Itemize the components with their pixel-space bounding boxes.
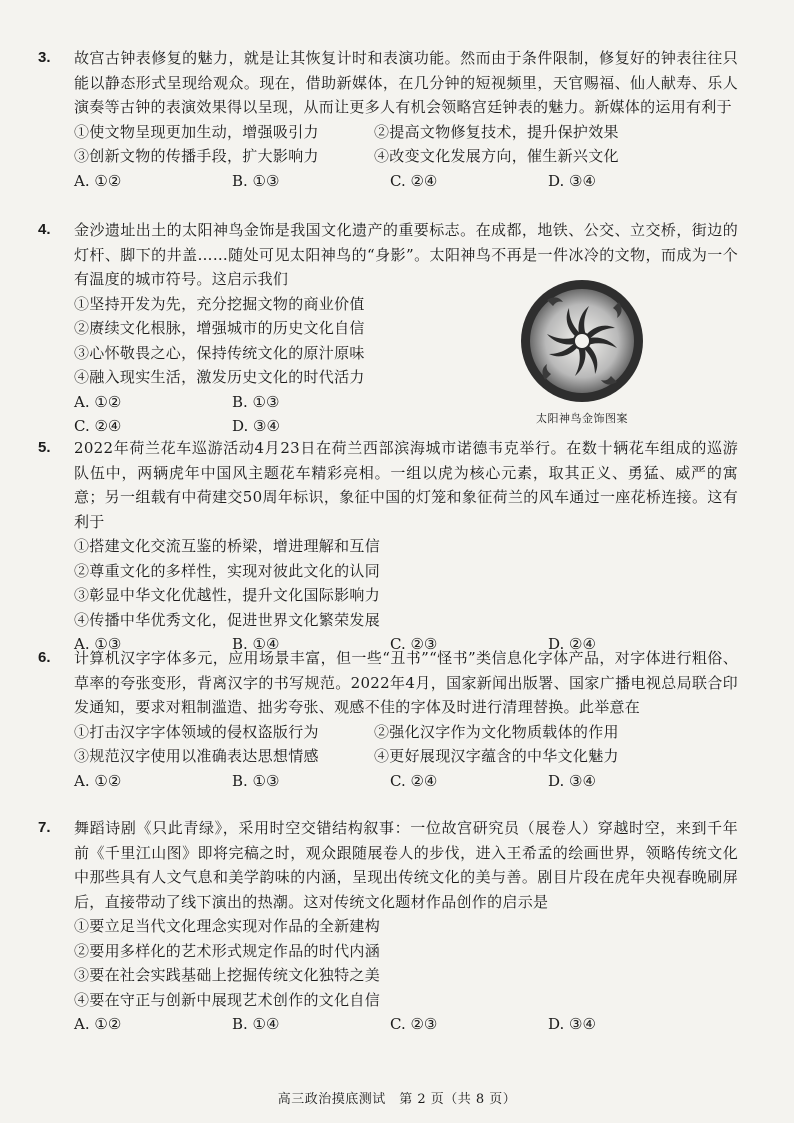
- choice-d: D. ②④: [548, 635, 596, 653]
- option-1: ①坚持开发为先，充分挖掘文物的商业价值: [74, 294, 365, 313]
- option-1: ①打击汉字字体领域的侵权盗版行为: [74, 722, 319, 741]
- question-7: [38, 816, 738, 1037]
- choice-c: C. ②④: [390, 771, 438, 790]
- question-5: [38, 436, 738, 657]
- sun-bird-figure: [502, 278, 662, 426]
- question-stem: 2022年荷兰花车巡游活动4月23日在荷兰西部滨海城市诺德韦克举行。在数十辆花车组成的巡游队伍中，两辆虎年中国风主题花车精彩亮相。一组以虎为核心元素，取其正义、勇猛、威严的寓意；另一组载有中荷建交50周年标识，象征中国的灯笼和象征荷兰的风车通过一座花桥连接。这有利于: [74, 439, 738, 531]
- question-stem: 计算机汉字字体多元，应用场景丰富，但一些“丑书”“怪书”类信息化字体产品，对字体进行粗俗、草率的夸张变形，背离汉字的书写规范。2022年4月，国家新闻出版署、国家广播电视总局联合印发通知，要求对粗制滥造、拙劣夸张、观感不佳的字体及时进行清理替换。此举意在: [74, 649, 738, 716]
- option-1: ①搭建文化交流互鉴的桥梁，增进理解和互信: [74, 537, 381, 555]
- option-2: ②提高文物修复技术，提升保护效果: [374, 122, 619, 141]
- option-row: [74, 120, 738, 145]
- question-number: 5.: [38, 439, 51, 456]
- page-footer: 高三政治摸底测试 第 2 页（共 8 页）: [277, 1092, 517, 1107]
- choice-a: A. ①②: [74, 171, 122, 190]
- choice-d: D. ③④: [548, 171, 596, 190]
- option-3: ③要在社会实践基础上挖掘传统文化独特之美: [74, 966, 381, 984]
- option-row: [74, 720, 738, 745]
- option-3: ③创新文物的传播手段，扩大影响力: [74, 147, 319, 165]
- choice-c: C. ②④: [390, 171, 438, 190]
- option-2: ②赓续文化根脉，增强城市的历史文化自信: [74, 319, 365, 337]
- choice-a: A. ①②: [74, 392, 122, 411]
- choice-b: B. ①③: [232, 171, 280, 190]
- option-1: ①使文物呈现更加生动，增强吸引力: [74, 122, 319, 141]
- option-2: ②强化汉字作为文化物质载体的作用: [374, 722, 619, 741]
- option-4: ④更好展现汉字蕴含的中华文化魅力: [374, 747, 619, 765]
- question-3: [38, 46, 738, 193]
- choice-a: A. ①②: [74, 771, 122, 790]
- figure-caption: 太阳神鸟金饰图案: [536, 412, 628, 425]
- option-4: ④改变文化发展方向，催生新兴文化: [374, 147, 619, 165]
- option-4: ④要在守正与创新中展现艺术创作的文化自信: [74, 990, 381, 1009]
- choice-b: B. ①③: [232, 392, 280, 411]
- question-stem: 故宫古钟表修复的魅力，就是让其恢复计时和表演功能。然而由于条件限制，修复好的钟表往往只能以静态形式呈现给观众。现在，借助新媒体，在几分钟的短视频里，天官赐福、仙人献寿、乐人演奏等古钟的表演效果得以呈现，从而让更多人有机会领略宫廷钟表的魅力。新媒体的运用有利于: [74, 49, 738, 116]
- question-number: 7.: [38, 819, 51, 836]
- answer-choices: [74, 769, 738, 794]
- option-4: ④融入现实生活，激发历史文化的时代活力: [74, 368, 365, 386]
- option-row: [74, 744, 738, 769]
- question-number: 3.: [38, 49, 51, 66]
- question-number: 4.: [38, 221, 51, 238]
- option-row: [74, 144, 738, 169]
- choice-c: C. ②④: [74, 417, 122, 435]
- choice-b: B. ①④: [232, 635, 280, 653]
- question-number: 6.: [38, 649, 51, 666]
- choice-a: A. ①③: [74, 635, 122, 653]
- sun-bird-icon: [519, 278, 645, 404]
- option-3: ③彰显中华文化优越性，提升文化国际影响力: [74, 586, 381, 604]
- question-stem: 金沙遗址出土的太阳神鸟金饰是我国文化遗产的重要标志。在成都，地铁、公交、立交桥，街边的灯杆、脚下的井盖……随处可见太阳神鸟的“身影”。太阳神鸟不再是一件冰冷的文物，而成为一个有温度的城市符号。这启示我们: [74, 221, 738, 288]
- choice-d: D. ③④: [232, 417, 280, 435]
- choice-c: C. ②③: [390, 635, 438, 653]
- choice-b: B. ①④: [232, 1015, 280, 1033]
- option-4: ④传播中华优秀文化，促进世界文化繁荣发展: [74, 610, 381, 629]
- option-3: ③心怀敬畏之心，保持传统文化的原汁原味: [74, 343, 365, 362]
- answer-choices: [74, 1012, 738, 1037]
- option-2: ②要用多样化的艺术形式规定作品的时代内涵: [74, 941, 381, 960]
- question-stem: 舞蹈诗剧《只此青绿》，采用时空交错结构叙事：一位故宫研究员（展卷人）穿越时空，来到千年前《千里江山图》即将完稿之时，观众跟随展卷人的步伐，进入王希孟的绘画世界，领略传统文化中那些具有人文气息和美学韵味的内涵，呈现出传统文化的美与善。剧目片段在虎年央视春晚刷屏后，直接带动了线下演出的热潮。这对传统文化题材作品创作的启示是: [74, 819, 738, 911]
- choice-a: A. ①②: [74, 1015, 122, 1033]
- choice-d: D. ③④: [548, 771, 596, 790]
- choice-b: B. ①③: [232, 771, 280, 790]
- answer-choices: [74, 390, 394, 439]
- option-1: ①要立足当代文化理念实现对作品的全新建构: [74, 917, 381, 935]
- question-6: [38, 646, 738, 793]
- option-2: ②尊重文化的多样性，实现对彼此文化的认同: [74, 561, 381, 580]
- choice-d: D. ③④: [548, 1015, 596, 1033]
- answer-choices: [74, 169, 738, 194]
- option-3: ③规范汉字使用以准确表达思想情感: [74, 747, 319, 765]
- choice-c: C. ②③: [390, 1015, 438, 1033]
